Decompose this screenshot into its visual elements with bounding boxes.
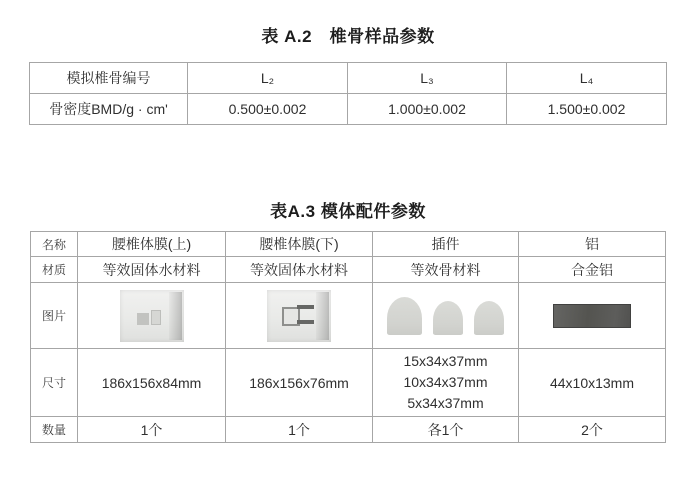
a3-row-label-image: 图片	[31, 283, 78, 349]
photo-shadow-edge	[169, 292, 182, 340]
photo-inset-mark	[137, 313, 149, 325]
a3-size-aluminum: 44x10x13mm	[519, 349, 666, 417]
a3-row-label-size: 尺寸	[31, 349, 78, 417]
a3-row-label-name: 名称	[31, 232, 78, 257]
a3-material-insert: 等效骨材料	[373, 257, 519, 283]
a3-qty-lower: 1个	[226, 417, 373, 443]
aluminum-bar-photo-icon	[553, 304, 631, 328]
table-a2	[29, 62, 667, 125]
photo-shadow-edge	[316, 292, 329, 340]
table-a3	[30, 231, 666, 443]
table-row	[30, 63, 667, 94]
a2-bmd-value-l3: 1.000±0.002	[348, 94, 507, 125]
a2-col-header-l4: L₄	[507, 63, 667, 94]
photo-inset-mark	[151, 310, 161, 325]
a3-image-cell-aluminum	[519, 283, 666, 349]
a3-row-label-quantity: 数量	[31, 417, 78, 443]
a3-material-lower: 等效固体水材料	[226, 257, 373, 283]
insert-size-line: 5x34x37mm	[407, 395, 484, 411]
a2-col-header-l3: L₃	[348, 63, 507, 94]
table-row	[30, 94, 667, 125]
table-row	[31, 417, 666, 443]
dome-insert-icon	[433, 301, 463, 335]
a2-col-header-label: 模拟椎骨编号	[30, 63, 188, 94]
insert-size-line: 10x34x37mm	[403, 374, 488, 390]
a2-bmd-row-label: 骨密度BMD/g · cm'	[30, 94, 188, 125]
a2-bmd-value-l4: 1.500±0.002	[507, 94, 667, 125]
photo-dark-bar	[297, 320, 314, 324]
a3-qty-inserts: 各1个	[373, 417, 519, 443]
table-row	[31, 349, 666, 417]
a3-name-upper-membrane: 腰椎体膜(上)	[78, 232, 226, 257]
a3-image-cell-lower	[226, 283, 373, 349]
dome-insert-icon	[387, 297, 422, 335]
a3-size-upper: 186x156x84mm	[78, 349, 226, 417]
a2-col-header-l2: L₂	[188, 63, 348, 94]
insert-size-line: 15x34x37mm	[403, 353, 488, 369]
lower-membrane-photo-icon	[267, 290, 331, 342]
table-row	[31, 283, 666, 349]
a3-qty-aluminum: 2个	[519, 417, 666, 443]
table-row	[31, 232, 666, 257]
a3-name-aluminum: 铝	[519, 232, 666, 257]
photo-dark-bar	[297, 305, 314, 309]
table-a3-title: 表A.3 模体配件参数	[270, 202, 426, 221]
a3-name-lower-membrane: 腰椎体膜(下)	[226, 232, 373, 257]
a2-bmd-value-l2: 0.500±0.002	[188, 94, 348, 125]
a3-size-inserts	[373, 349, 519, 417]
a3-material-aluminum: 合金铝	[519, 257, 666, 283]
a3-size-lower: 186x156x76mm	[226, 349, 373, 417]
a3-name-insert: 插件	[373, 232, 519, 257]
table-a2-title: 表 A.2 椎骨样品参数	[261, 27, 435, 46]
a3-qty-upper: 1个	[78, 417, 226, 443]
a3-image-cell-upper	[78, 283, 226, 349]
a3-row-label-material: 材质	[31, 257, 78, 283]
insert-pieces-photo-icon	[375, 297, 516, 335]
dome-insert-icon	[474, 301, 504, 335]
table-row	[31, 257, 666, 283]
a3-material-upper: 等效固体水材料	[78, 257, 226, 283]
a3-image-cell-inserts	[373, 283, 519, 349]
upper-membrane-photo-icon	[120, 290, 184, 342]
